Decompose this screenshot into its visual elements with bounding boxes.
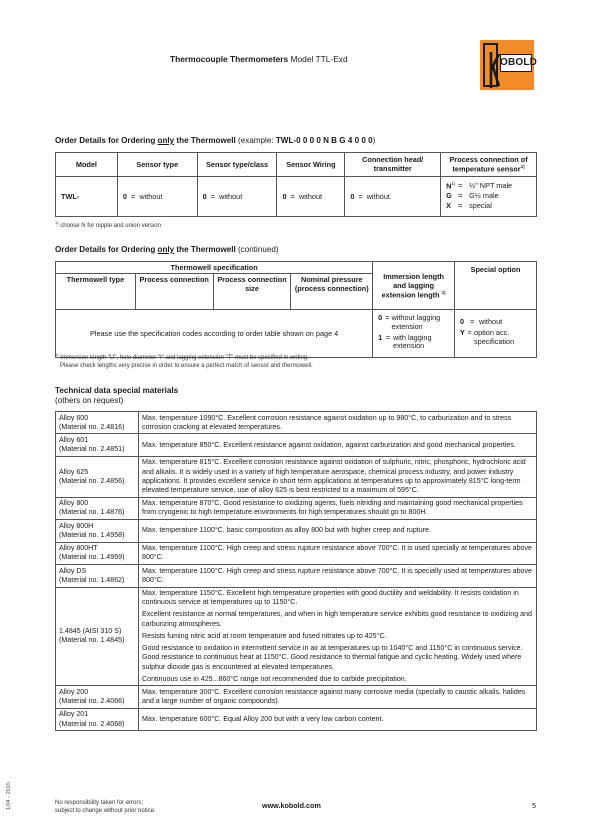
logo-word: OBOLD bbox=[500, 57, 538, 68]
list-item: X = special bbox=[446, 201, 492, 211]
cell-material: Alloy 201 (Material no. 2.4068) bbox=[56, 708, 139, 730]
cell-immersion bbox=[373, 310, 455, 358]
cell-material: Alloy 800HT (Material no. 1.4959) bbox=[56, 542, 139, 564]
table-row bbox=[56, 434, 537, 456]
cell-material: Alloy 600 (Material no. 2.4816) bbox=[56, 412, 139, 434]
col-header-wiring: Sensor Wiring bbox=[277, 153, 345, 177]
col-header-process-conn-size: Process connection size bbox=[213, 274, 291, 310]
col-header-sensor-class: Sensor type/class bbox=[197, 153, 277, 177]
cell-description: Max. temperature 850°C. Excellent resistance against oxidation, against carburization and good mechanical properties. bbox=[139, 434, 537, 456]
cell-description: Max. temperature 600°C. Equal Alloy 200 but with a very low carbon content. bbox=[139, 708, 537, 730]
table-row bbox=[56, 456, 537, 497]
cell-description: Max. temperature 1100°C. High creep and stress rupture resistance above 700°C. It is used specially at temperatures above 800°C. bbox=[139, 542, 537, 564]
order-table-thermowell bbox=[55, 152, 537, 217]
list-item: G = G½ male bbox=[446, 191, 499, 201]
materials-table bbox=[55, 411, 537, 731]
cell-description: Max. temperature 870°C. Good resistance to oxidizing agents, fuels nitriding and maintaining good mechanical properties from cryogenic to high temperature environments for high temperatures should go to 800H. bbox=[139, 497, 537, 519]
cell-sensor-type: 0 = without bbox=[117, 176, 197, 216]
cell-material: Alloy 200 (Material no. 2.4066) bbox=[56, 686, 139, 708]
cell-description: Max. temperature 1090°C. Excellent corrosion resistance against oxidation up to 980°C, to carburization and to stress corrosion cracking at elevated temperatures. bbox=[139, 412, 537, 434]
cell-special-option bbox=[455, 310, 537, 358]
cell-material: Alloy 601 (Material no. 2.4851) bbox=[56, 434, 139, 456]
group-header-specification: Thermowell specification bbox=[56, 262, 373, 274]
table-row bbox=[56, 565, 537, 587]
section3-subtitle: (others on request) bbox=[55, 396, 124, 405]
cell-sensor-class: 0 = without bbox=[197, 176, 277, 216]
cell-spec-text: Please use the specification codes according to order table shown on page 4 bbox=[56, 310, 373, 358]
col-header-sensor-type: Sensor type bbox=[117, 153, 197, 177]
cell-model: TWL- bbox=[56, 176, 118, 216]
table-row bbox=[56, 520, 537, 542]
cell-material: 1.4845 (AISI 310 S) (Material no. 1.4845) bbox=[56, 587, 139, 686]
kobold-logo bbox=[480, 40, 538, 90]
cell-material: Alloy DS (Material no. 1.4862) bbox=[56, 565, 139, 587]
col-header-process-connection: Process connection of temperature sensor$^{1)}$ bbox=[441, 153, 537, 177]
col-header-process-conn: Process connection bbox=[135, 274, 213, 310]
table-row bbox=[56, 310, 537, 358]
cell-description: Max. temperature 1100°C. basic composition as alloy 800 but with higher creep and rupture. bbox=[139, 520, 537, 542]
list-item: Y = option acc. specification bbox=[460, 328, 515, 346]
cell-process-connection bbox=[441, 176, 537, 216]
cell-description: Max. temperature 300°C. Excellent corrosion resistance against many corrosive media (specially to caustic alkalis, halides and a large number of organic compounds). bbox=[139, 686, 537, 708]
table-row bbox=[56, 708, 537, 730]
table-row bbox=[56, 497, 537, 519]
col-header-model: Model bbox=[56, 153, 118, 177]
table-header-row bbox=[56, 153, 537, 177]
section3-title: Technical data special materials bbox=[55, 386, 179, 395]
page-number: 5 bbox=[532, 801, 536, 810]
cell-description: Max. temperature 1150°C. Excellent high temperature properties with good ductility and weldability. It resists oxidation in continuous service at temperatures up to 1150°C. Excellent resistance at normal temperatures, and when in high temperature service exhibits good resistance to oxidizing and carburizing atmospheres. Resists fuming nitric acid at room temperature and fused nitrates up to 425°C. Good resistance to oxidation in intermittent service in air at temperatures up to 1040°C and 1150°C in continuous service. Good resistance to continuous heat at 1150°C. Good resistance to thermal fatigue and cyclic heating. Widely used where sulphur dioxide gas is encountered at elevated temperatures. Continuous use in 425...860°C range not recommended due to carbide precipitation. bbox=[139, 587, 537, 686]
table-row bbox=[56, 176, 537, 216]
table-row bbox=[56, 587, 537, 686]
section2-footnote: $^{1)}$ Immersion length "U", hole diameter "I" and lagging extension "T" must be specified in writing. Please check lengths very precise in order to ensure a perfect match of sensor and thermowell. bbox=[55, 352, 313, 370]
list-item: 0 = without lagging extension bbox=[378, 313, 441, 331]
col-header-special-option: Special option bbox=[455, 262, 537, 310]
cell-wiring: 0 = without bbox=[277, 176, 345, 216]
cell-material: Alloy 800 (Material no. 1.4876) bbox=[56, 497, 139, 519]
side-code: 1/04 - 2015 bbox=[6, 782, 12, 810]
col-header-connection-head: Connection head/ transmitter bbox=[345, 153, 441, 177]
list-item: 1 = with lagging extension bbox=[378, 332, 432, 351]
list-item: 0 = without bbox=[460, 317, 503, 327]
cell-connection-head: 0 = without bbox=[345, 176, 441, 216]
cell-description: Max. temperature 815°C. Excellent corrosion resistance against oxidation of sulphuric, nitric, phosphoric, hydrochloric acid and alkalis. It is widely used in a variety of high temperature aerospace, chemical process industry, and power industry applications. It provides excellent service in short term applications at temperatures up to approximately 815°C long-term elevated temperature service, use of alloy 625 is best restricted to a maximum of 595°C. bbox=[139, 456, 537, 497]
section1-title: Order Details for Ordering only the Thermowell (example: TWL-0 0 0 0 N B G 4 0 0 0) bbox=[55, 136, 376, 145]
col-header-nominal-pressure: Nominal pressure (process connection) bbox=[291, 274, 373, 310]
cell-material: Alloy 625 (Material no. 2.4856) bbox=[56, 456, 139, 497]
cell-material: Alloy 800H (Material no. 1.4958) bbox=[56, 520, 139, 542]
footer-disclaimer: No responsibility taken for errors; subject to change without prior notice. bbox=[55, 800, 156, 814]
cell-description: Max. temperature 1100°C. High creep and stress rupture resistance above 700°C. It is specially used at temperatures above 800°C. bbox=[139, 565, 537, 587]
col-header-thermowell-type: Thermowell type bbox=[56, 274, 136, 310]
table-row bbox=[56, 542, 537, 564]
section1-footnote: $^{1)}$ choose N for nipple and union version bbox=[55, 220, 161, 229]
footer-url[interactable]: www.kobold.com bbox=[262, 801, 321, 810]
logo-k-bar bbox=[483, 43, 498, 87]
page-header-title: Thermocouple Thermometers Model TTL-Exd bbox=[170, 54, 348, 64]
table-row bbox=[56, 686, 537, 708]
table-header-row bbox=[56, 262, 537, 274]
order-table-continued bbox=[55, 261, 537, 358]
section2-title: Order Details for Ordering only the Thermowell (continued) bbox=[55, 245, 279, 254]
col-header-immersion: Immersion length and lagging extension length $^{1)}$ bbox=[373, 262, 455, 310]
table-row bbox=[56, 412, 537, 434]
list-item: $N^{1)}$ = ½" NPT male bbox=[446, 181, 513, 191]
